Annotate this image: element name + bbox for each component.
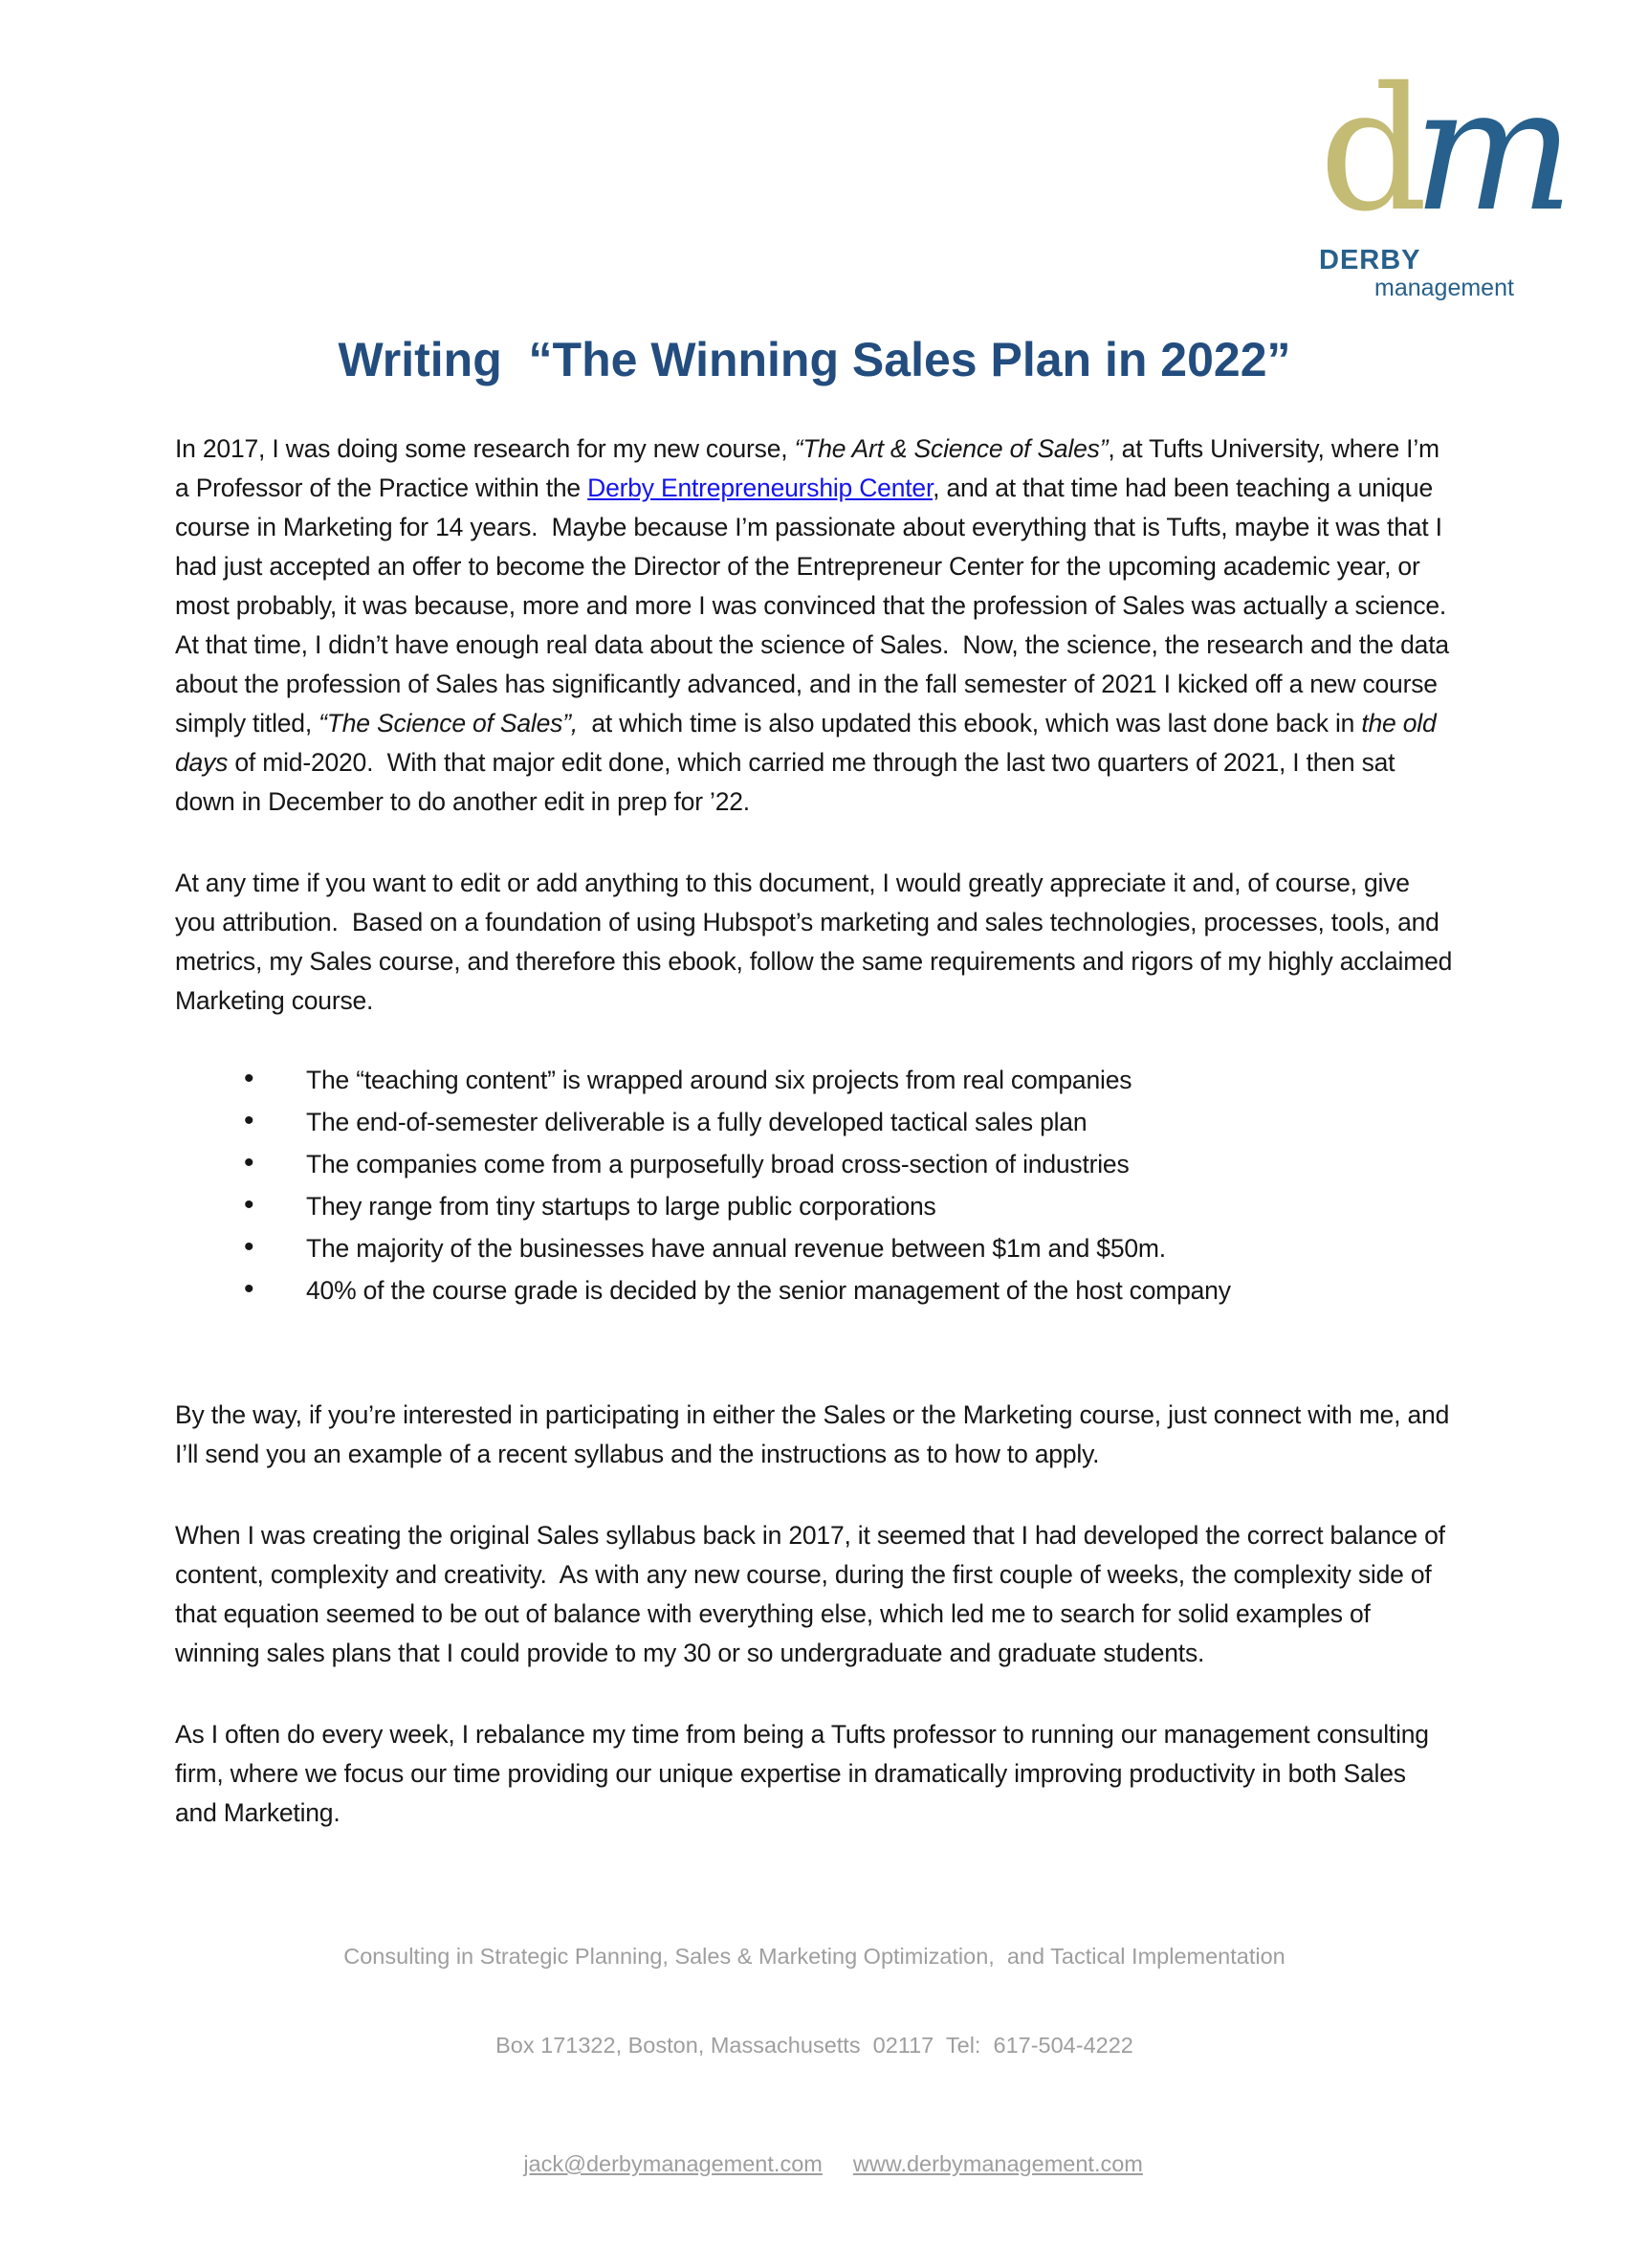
text-run: , and at that time had been teaching a unique course in Marketing for 14 years. Maybe because I’m passionate about everything that is Tufts, maybe it was that I had just accepted an offer to become the Director of the Entrepreneur Center for the upcoming academic year, or most probably, it was because, more and more I was convinced that the profession of Sales was actually a science. At that time, I didn’t have enough real data about the science of Sales. Now, the science, the research and the data about the profession of Sales has significantly advanced, and in the fall semester of 2021 I kicked off a new course simply titled,: [175, 473, 1459, 738]
logo-letter-d: d: [1319, 51, 1428, 249]
footer-links-line: [175, 2120, 1454, 2209]
logo-letter-m: m: [1412, 51, 1574, 249]
text-run: At any time if you want to edit or add anything to this document, I would greatly appreciate it and, of course, give you attribution. Based on a foundation of using Hubspot’s marketing and sales technologies, processes, tools, and metrics, my Sales course, and therefore this ebook, follow the same requirements and rigors of my highly acclaimed Marketing course.: [175, 869, 1460, 1015]
text-run: As I often do every week, I rebalance my time from being a Tufts professor to running our management consulting firm, where we focus our time providing our unique expertise in dramatically improving productivity in both Sales and Marketing.: [175, 1720, 1437, 1827]
logo-derby-text: DERBY: [1319, 245, 1421, 275]
italic-text-run: “The Art & Science of Sales”: [794, 434, 1109, 463]
bullet-item: • They range from tiny startups to large public corporations: [175, 1185, 1454, 1227]
bullet-item: • The “teaching content” is wrapped around six projects from real companies: [175, 1059, 1454, 1101]
bullet-list: [175, 1059, 1454, 1311]
text-run: When I was creating the original Sales syllabus back in 2017, it seemed that I had developed the correct balance of content, complexity and creativity. As with any new course, during the first couple of weeks, the complexity side of that equation seemed to be out of balance with everything else, which led me to search for solid examples of winning sales plans that I could provide to my 30 or so undergraduate and graduate students.: [175, 1521, 1452, 1667]
blank-line: [175, 1311, 1454, 1354]
logo-dm-monogram-icon: [1319, 51, 1574, 249]
text-run: , at Tufts University, where I’m a Professor of the Practice within the: [175, 434, 1447, 502]
derby-management-logo: [1319, 51, 1574, 301]
footer-email-link[interactable]: jack@derbymanagement.com: [523, 2151, 823, 2176]
text-run: In 2017, I was doing some research for my new course,: [175, 434, 795, 463]
paragraph: [175, 1715, 1454, 1833]
footer-website-link[interactable]: www.derbymanagement.com: [852, 2151, 1143, 2176]
text-run: at which time is also updated this ebook, which was last done back in: [578, 709, 1362, 738]
logo-management-text: management: [1374, 275, 1514, 301]
paragraph: [175, 429, 1459, 822]
paragraph: [175, 864, 1460, 1021]
italic-text-run: the old days: [175, 709, 1443, 777]
paragraph: [175, 1516, 1454, 1673]
bullet-item: • The majority of the businesses have annual revenue between $1m and $50m.: [175, 1227, 1454, 1269]
bullet-item: • The end-of-semester deliverable is a fully developed tactical sales plan: [175, 1101, 1454, 1143]
document-body: [175, 429, 1460, 1833]
paragraph: [175, 1396, 1457, 1474]
italic-text-run: “The Science of Sales”,: [319, 709, 578, 738]
text-run: of mid-2020. With that major edit done, which carried me through the last two quarters of 2021, I then sat down in December to do another edit in prep for ’22.: [175, 748, 1402, 816]
bullet-item: • 40% of the course grade is decided by the senior management of the host company: [175, 1269, 1454, 1311]
footer-services-line: Consulting in Strategic Planning, Sales & Marketing Optimization, and Tactical Implementation: [343, 1944, 1285, 1969]
page-title: Writing “The Winning Sales Plan in 2022”: [338, 333, 1291, 386]
derby-entrepreneurship-center-link[interactable]: Derby Entrepreneurship Center: [587, 473, 934, 502]
footer-address-line: Box 171322, Boston, Massachusetts 02117 Tel: 617-504-4222: [495, 2033, 1133, 2058]
bullet-item: • The companies come from a purposefully broad cross-section of industries: [175, 1143, 1454, 1185]
text-run: By the way, if you’re interested in participating in either the Sales or the Marketing course, just connect with me, and I’ll send you an example of a recent syllabus and the instructions as to how to apply.: [175, 1400, 1457, 1468]
page-footer: [175, 1883, 1454, 2268]
